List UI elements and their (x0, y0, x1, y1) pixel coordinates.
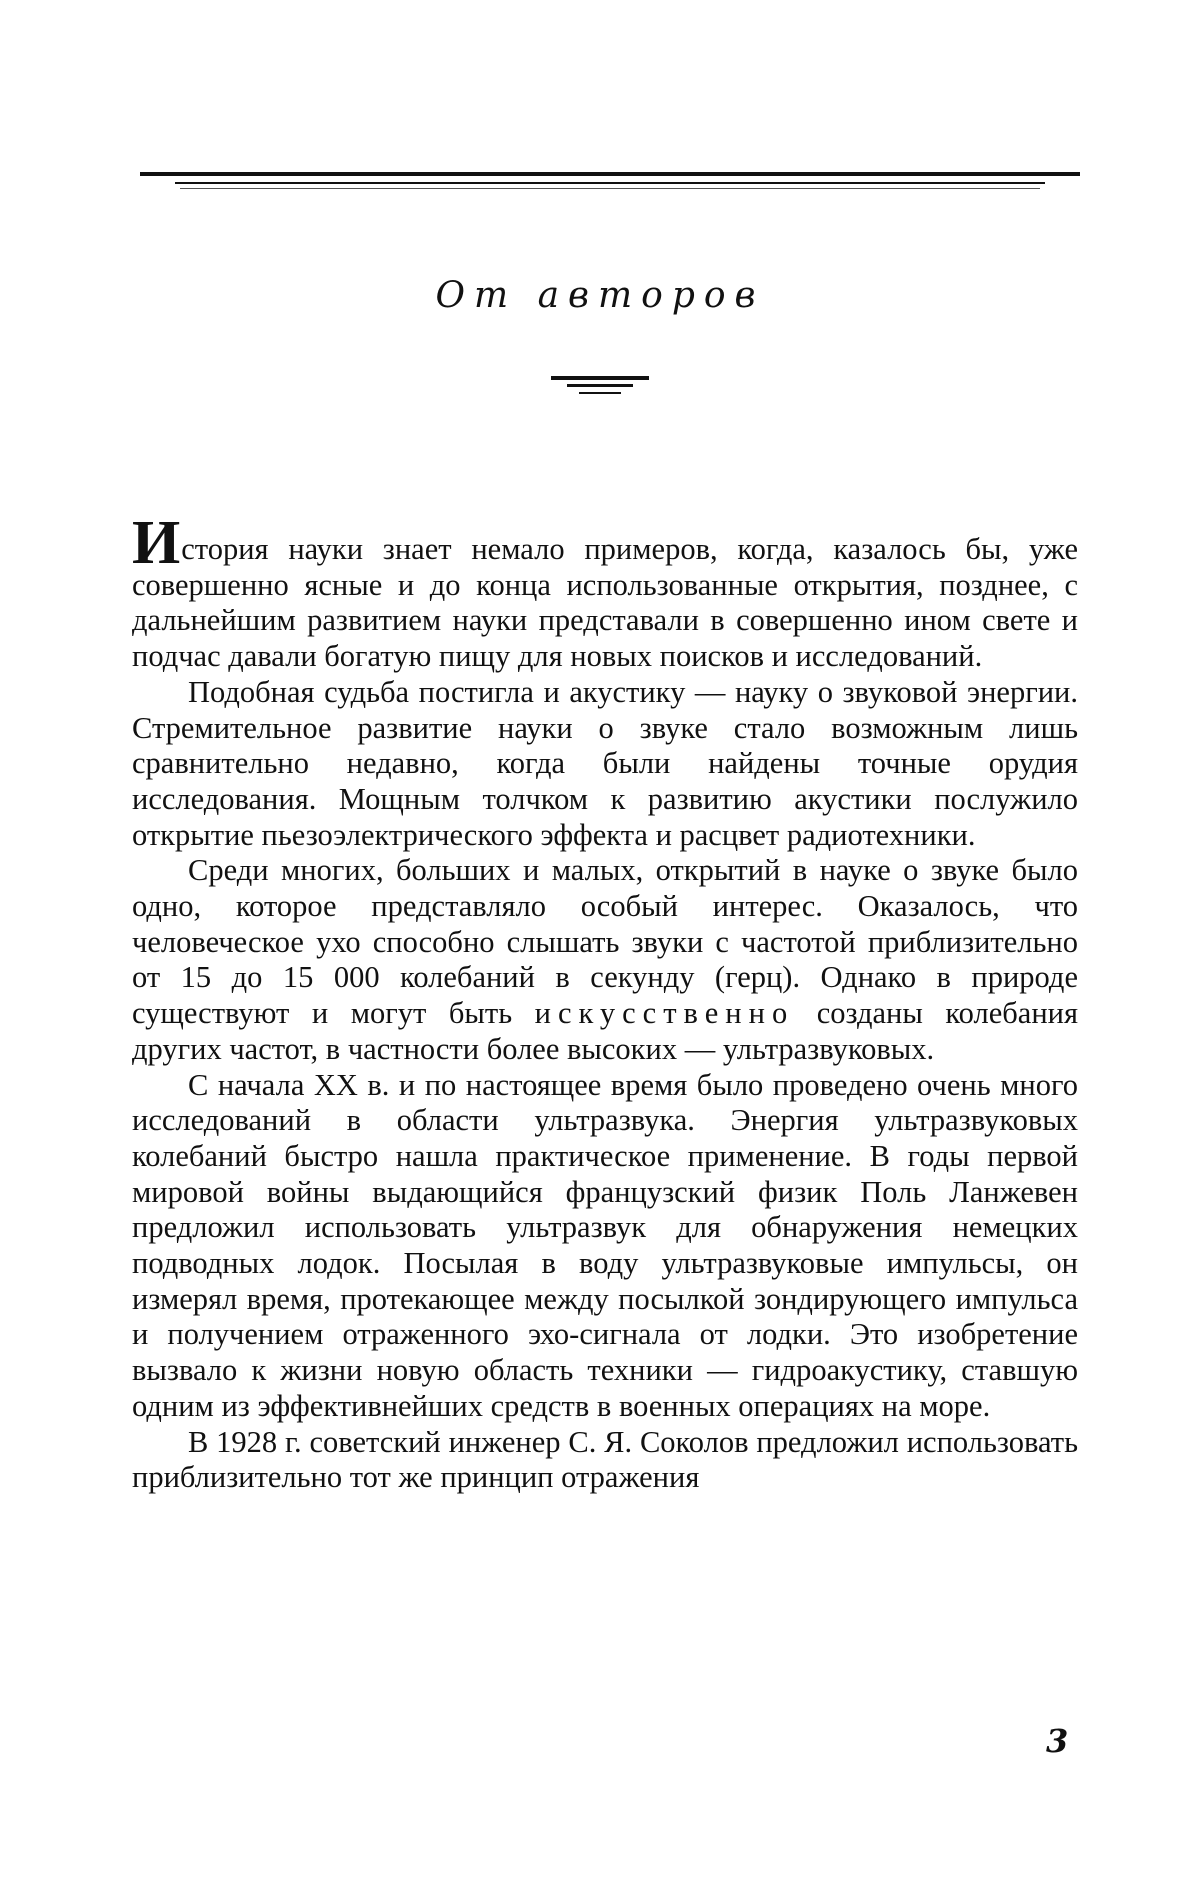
page-number: 3 (1046, 1722, 1068, 1760)
paragraph: С начала XX в. и по настоящее время было проведено очень много исследований в области ультразвука. Энер­гия ультразвуковых колебаний быстро нашла практиче­ское применение. В годы первой мировой войны выдаю­щийся французский физик Поль Ланжевен предложил ис­пользовать ультразвук для обнаружения немецких под­водных лодок. Посылая в воду ультразвуковые импульсы, он измерял время, протекающее между посылкой зонди­рующего импульса и получением отраженного эхо-сигнала от лодки. Это изобретение вызвало к жизни новую об­ласть техники — гидроакустику, ставшую одним из эф­фективнейших средств в военных операциях на море. (132, 1068, 1078, 1425)
ornament-line (579, 392, 621, 394)
chapter-heading: От авторов (0, 275, 1200, 316)
emphasized-word: искусственно (535, 996, 795, 1030)
header-rule (180, 188, 1040, 189)
paragraph: Подобная судьба постигла и акустику — науку о зву­ковой энергии. Стремительное развитие науки о звуке ста­ло возможным лишь сравнительно недавно, когда были найдены точные орудия исследования. Мощным толчком к развитию акустики послужило открытие пьезоэлектри­ческого эффекта и расцвет радиотехники. (132, 675, 1078, 854)
paragraph: В 1928 г. советский инженер С. Я. Соколов предложил использовать приблизительно тот же принцип отражения (132, 1425, 1078, 1496)
paragraph-text: стория науки знает немало примеров, когда, каза­лось бы, уже совершенно ясные и до конца использован­ные открытия, позднее, с дальнейшим развитием науки представали в совершенно ином свете и подчас давали бо­гатую пищу для новых поисков и исследований. (132, 532, 1078, 673)
ornament-line (551, 376, 649, 380)
paragraph (132, 853, 1078, 1067)
ornament-line (567, 384, 633, 387)
body-text (132, 528, 1078, 1496)
book-page (0, 0, 1200, 1880)
header-rule (140, 172, 1080, 176)
header-rule (175, 182, 1045, 184)
paragraph-text: созданы колебания других частот, в частности более высоких — ультразвуковых. (132, 996, 1078, 1066)
heading-ornament (545, 372, 655, 402)
drop-cap: И (132, 509, 180, 577)
paragraph (132, 528, 1078, 675)
paragraph-text: Среди многих, больших и малых, открытий в науке о звуке было одно, которое представляло особый интерес. Оказалось, что человеческое ухо способно слышать звуки с частотой приблизительно от 15 до 15 000 колебаний в се­кунду (герц). Однако в природе существуют и могут быть (132, 853, 1078, 1030)
